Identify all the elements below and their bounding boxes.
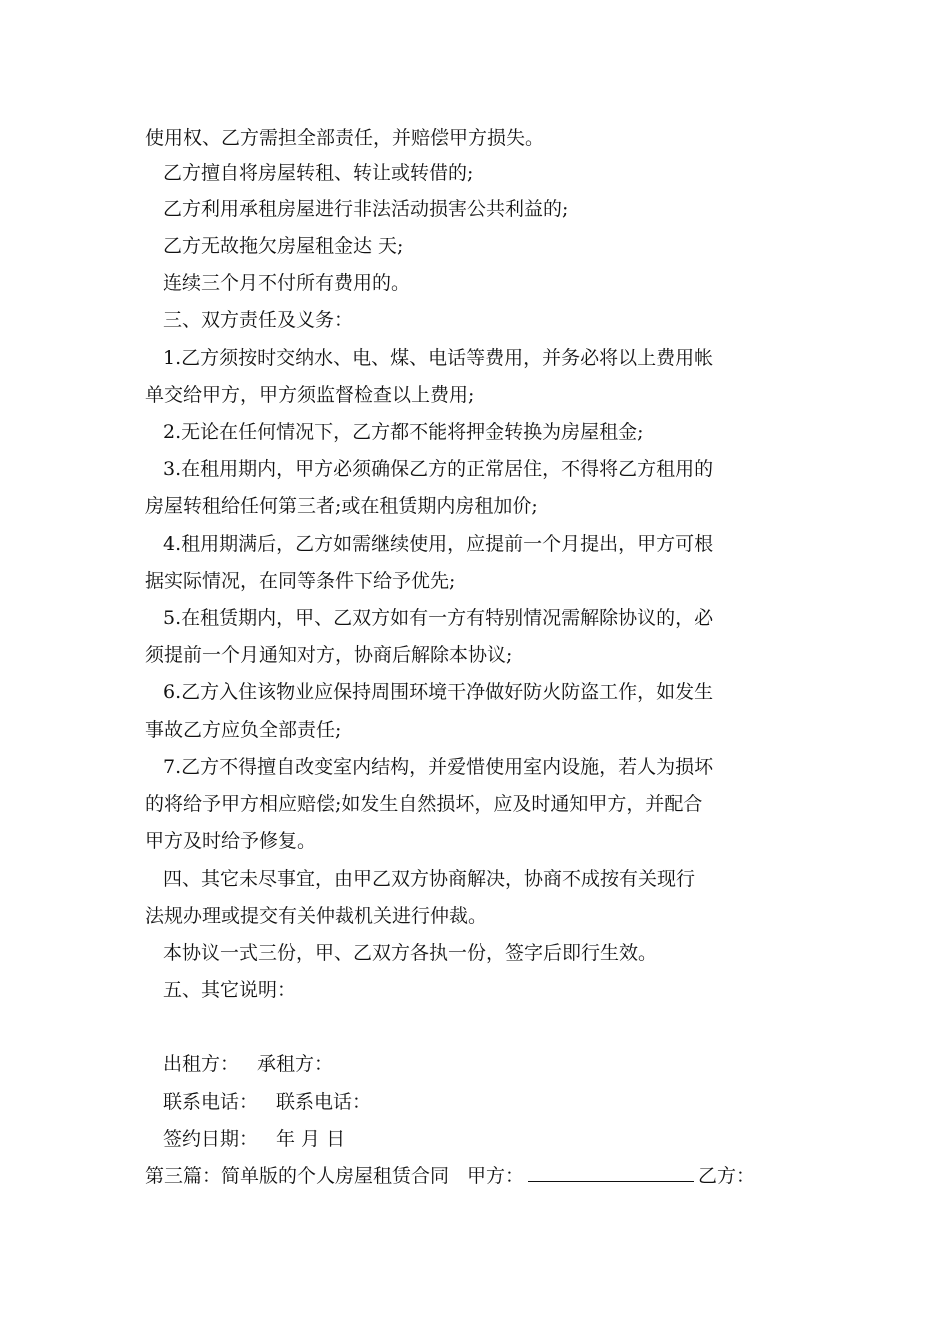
phone-label-lessee: 联系电话： <box>276 1091 372 1113</box>
signature-phones <box>163 1089 843 1115</box>
list-item-line: 甲方及时给予修复。 <box>145 830 317 852</box>
paragraph-line: 连续三个月不付所有费用的。 <box>163 272 411 294</box>
signature-date <box>163 1126 843 1152</box>
list-item-line: 的将给予甲方相应赔偿;如发生自然损坏，应及时通知甲方，并配合 <box>145 793 703 815</box>
section-heading: 四、其它未尽事宜，由甲乙双方协商解决，协商不成按有关现行 <box>163 868 696 890</box>
paragraph-line: 法规办理或提交有关仲裁机关进行仲裁。 <box>145 905 488 927</box>
paragraph-line: 乙方擅自将房屋转租、转让或转借的; <box>163 162 474 184</box>
list-item-line: 据实际情况，在同等条件下给予优先; <box>145 570 456 592</box>
paragraph-line: 使用权、乙方需担全部责任，并赔偿甲方损失。 <box>145 127 545 149</box>
list-item-line: 7.乙方不得擅自改变室内结构，并爱惜使用室内设施，若人为损坏 <box>163 756 714 778</box>
party-a-blank <box>528 1163 694 1182</box>
list-item-line: 单交给甲方，甲方须监督检查以上费用; <box>145 384 475 406</box>
next-contract-title-line <box>145 1163 825 1189</box>
date-label: 签约日期： <box>163 1128 259 1150</box>
paragraph-line: 本协议一式三份，甲、乙双方各执一份，签字后即行生效。 <box>163 942 658 964</box>
list-item-line: 房屋转租给任何第三者;或在租赁期内房租加价; <box>145 495 538 517</box>
lessor-label: 出租方： <box>163 1053 240 1075</box>
list-item-line: 6.乙方入住该物业应保持周围环境干净做好防火防盗工作，如发生 <box>163 681 714 703</box>
list-item-line: 须提前一个月通知对方，协商后解除本协议; <box>145 644 513 666</box>
paragraph-line: 乙方利用承租房屋进行非法活动损害公共利益的; <box>163 198 569 220</box>
list-item-line: 事故乙方应负全部责任; <box>145 719 342 741</box>
next-contract-title: 第三篇：简单版的个人房屋租赁合同 <box>145 1165 450 1187</box>
list-item-line: 5.在租赁期内，甲、乙双方如有一方有特别情况需解除协议的，必 <box>163 607 714 629</box>
lessee-label: 承租方： <box>257 1053 334 1075</box>
list-item-line: 1.乙方须按时交纳水、电、煤、电话等费用，并务必将以上费用帐 <box>163 347 714 369</box>
party-a-label: 甲方： <box>467 1165 525 1187</box>
party-b-label: 乙方： <box>698 1165 756 1187</box>
list-item-line: 3.在租用期内，甲方必须确保乙方的正常居住，不得将乙方租用的 <box>163 458 714 480</box>
list-item-line: 4.租用期满后，乙方如需继续使用，应提前一个月提出，甲方可根 <box>163 533 714 555</box>
phone-label-lessor: 联系电话： <box>163 1091 259 1113</box>
section-heading: 五、其它说明： <box>163 979 297 1001</box>
date-value: 年 月 日 <box>276 1128 346 1150</box>
paragraph-line: 乙方无故拖欠房屋租金达 天; <box>163 235 404 257</box>
section-heading: 三、双方责任及义务： <box>163 309 354 331</box>
list-item-line: 2.无论在任何情况下，乙方都不能将押金转换为房屋租金; <box>163 421 644 443</box>
signature-parties <box>163 1051 843 1077</box>
